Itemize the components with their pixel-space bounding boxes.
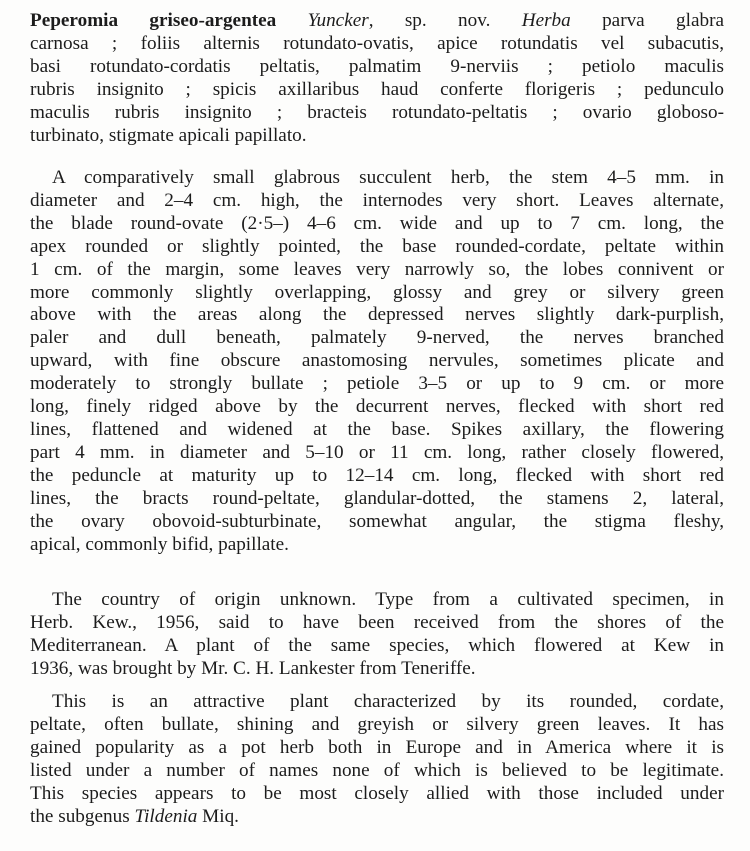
notes-text: the subgenus [30,805,135,827]
notes-line: gained popularity as a pot herb both in Europe and in America where it is [30,736,724,758]
desc-line: the blade round-ovate (2·5–) 4–6 cm. wide and up to 7 cm. long, the [30,212,724,234]
species-name: Peperomia griseo-argentea [30,10,277,31]
latin-diagnosis [30,10,724,147]
desc-line: A comparatively small glabrous succulent herb, the stem 4–5 mm. in [52,167,724,188]
desc-line: lines, the bracts round-peltate, glandular-dotted, the stamens 2, lateral, [30,487,724,509]
latin-line-2: carnosa ; foliis alternis rotundato-ovatis, apice rotundatis vel subacutis, [30,32,724,54]
notes-line: This species appears to be most closely allied with those included under [30,782,724,804]
desc-line: upward, with fine obscure anastomosing nervules, sometimes plicate and [30,350,724,372]
desc-line: apical, commonly bifid, papillate. [30,533,289,555]
origin-line: Herb. Kew., 1956, said to have been received from the shores of the [30,611,724,633]
species-author: Yuncker [307,10,369,31]
notes-last-line [30,806,724,829]
desc-line: 1 cm. of the margin, some leaves very narrowly so, the lobes connivent or [30,258,724,280]
latin-line-6: turbinato, stigmate apicali papillato. [30,124,307,146]
desc-line: diameter and 2–4 cm. high, the internodes very short. Leaves alternate, [30,189,724,211]
subgenus-name: Tildenia [134,805,198,827]
desc-line: lines, flattened and widened at the base. Spikes axillary, the flowering [30,418,724,440]
desc-line: the ovary obovoid-subturbinate, somewhat angular, the stigma fleshy, [30,510,724,532]
desc-line: apex rounded or slightly pointed, the base rounded-cordate, peltate within [30,235,724,257]
desc-line: part 4 mm. in diameter and 5–10 or 11 cm. long, rather closely flowered, [30,441,724,463]
origin-line: The country of origin unknown. Type from a cultivated specimen, in [52,589,724,610]
latin-line-5: maculis rubris insignito ; bracteis rotundato-peltatis ; ovario globoso- [30,101,724,123]
english-description [30,167,724,556]
desc-line: above with the areas along the depressed nerves slightly dark-purplish, [30,304,724,326]
desc-line: moderately to strongly bullate ; petiole 3–5 or up to 9 cm. or more [30,373,724,395]
latin-text: parva glabra [570,10,724,31]
notes-line: listed under a number of names none of which is believed to be legitimate. [30,759,724,781]
origin-paragraph [30,589,724,681]
notes-paragraph [30,691,724,828]
latin-line-3: basi rotundato-cordatis peltatis, palmatim 9-nerviis ; petiolo maculis [30,55,724,77]
origin-line: 1936, was brought by Mr. C. H. Lankester from Teneriffe. [30,657,476,679]
latin-line-4: rubris insignito ; spicis axillaribus haud conferte florigeris ; pedunculo [30,78,724,100]
origin-line: Mediterranean. A plant of the same species, which flowered at Kew in [30,634,724,656]
latin-text-italic: Herba [521,10,571,31]
latin-line-1 [30,10,724,33]
notes-line: peltate, often bullate, shining and greyish or silvery green leaves. It has [30,713,724,735]
notes-text: Miq. [197,805,239,827]
desc-line: more commonly slightly overlapping, glossy and grey or silvery green [30,281,724,303]
desc-line: long, finely ridged above by the decurrent nerves, flecked with short red [30,396,724,418]
desc-line: paler and dull beneath, palmately 9-nerved, the nerves branched [30,327,724,349]
notes-line: This is an attractive plant characterized by its rounded, cordate, [52,691,724,712]
latin-text: , sp. nov. [368,10,522,31]
desc-line: the peduncle at maturity up to 12–14 cm. long, flecked with short red [30,464,724,486]
